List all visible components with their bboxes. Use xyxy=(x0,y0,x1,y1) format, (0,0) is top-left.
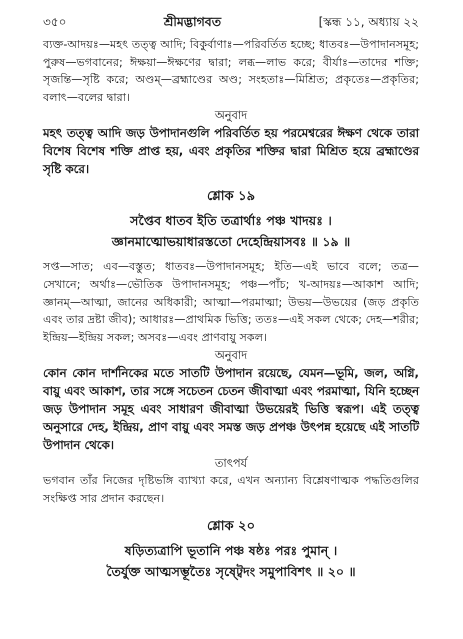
translation-heading-1: অনুবাদ xyxy=(214,108,248,123)
page-header xyxy=(43,14,419,36)
verse-20-line-2: তৈর্যুক্ত আত্মসম্ভূতৈঃ সৃষ্ট্বেদং সমুপাবিশৎ ॥ ২০ ॥ xyxy=(106,563,356,579)
translation-text-1: মহৎ তত্ত্ব আদি জড় উপাদানগুলি পরিবর্তিত হয় পরমেশ্বরের ঈক্ষণ থেকে তারা বিশেষ বিশেষ শক্তি প্রাপ্ত হয়, এবং প্রকৃতির শক্তির দ্বারা মিশ্রিত হয়ে ব্রহ্মাণ্ডের সৃষ্টি করে। xyxy=(43,126,419,177)
verse-20-heading: শ্লোক ২০ xyxy=(206,518,256,534)
synonyms-block-2: সপ্ত—সাত; এব—বস্তুত; ধাতবঃ—উপাদানসমূহ; ইতি—এই ভাবে বলে; তত্র—সেখানে; অর্থাঃ—ভৌতিক উপাদানসমূহ; পঞ্চ—পাঁচ; খ-আদয়ঃ—আকাশ আদি; জ্ঞানম্—আত্মা, জানের অধিকারী; আত্মা—পরমাত্মা; উভয়—উভয়ের (জড় প্রকৃতি এবং তার দ্রষ্টা জীব); আধারঃ—প্রাথমিক ভিত্তি; ততঃ—এই সকল থেকে; দেহ—শরীর; ইন্দ্রিয়—ইন্দ্রিয় সকল; অসবঃ—এবং প্রাণবায়ু সকল। xyxy=(43,260,419,344)
translation-heading-2: অনুবাদ xyxy=(214,348,248,363)
verse-20-line-1: ষড়িত্যত্রাপি ভূতানি পঞ্চ ষষ্ঠঃ পরঃ পুমান্ । xyxy=(124,542,338,558)
verse-19-line-1: সপ্তৈব ধাতব ইতি তত্রার্থাঃ পঞ্চ খাদয়ঃ । xyxy=(130,213,332,229)
verse-19-heading: শ্লোক ১৯ xyxy=(206,189,256,205)
chapter-reference: [স্কন্ধ ১১, অধ্যায় ২২ xyxy=(318,15,419,29)
verse-19-line-2: জ্ঞানমাত্মোভয়াধারস্ততো দেহেন্দ্রিয়াসবঃ ॥ ১৯ ॥ xyxy=(111,234,351,250)
purport-text: ভগবান তাঁর নিজের দৃষ্টিভঙ্গি ব্যাখ্যা করে, এখন অন্যান্য বিশ্লেষণাত্মক পদ্ধতিগুলির সংক্ষিপ্ত সার প্রদান করছেন। xyxy=(43,474,419,505)
translation-text-2: কোন কোন দার্শনিকের মতে সাতটি উপাদান রয়েছে, যেমন—ভূমি, জল, অগ্নি, বায়ু এবং আকাশ, তার সঙ্গে সচেতন চেতন জীবাত্মা এবং পরমাত্মা, যিনি হচ্ছেন জড় উপাদান সমূহ এবং সাধারণ জীবাত্মা উভয়েরই ভিত্তি স্বরূপ। এই তত্ত্ব অনুসারে দেহ, ইন্দ্রিয়, প্রাণ বায়ু এবং সমস্ত জড় প্রপঞ্চ উৎপন্ন হয়েছে এই সাতটি উপাদান থেকে। xyxy=(43,366,419,453)
book-title: শ্রীমদ্ভাগবত xyxy=(163,14,222,29)
purport-heading: তাৎপর্য xyxy=(214,456,248,471)
page-number: ৩৫০ xyxy=(43,15,67,29)
synonyms-block-1: ব্যক্ত-আদয়ঃ—মহৎ তত্ত্ব আদি; বিকুর্বাণাঃ—পরিবর্তিত হচ্ছে; ধাতবঃ—উপাদানসমূহ; পুরুষ—ভগবানের; ঈক্ষয়া—ঈক্ষণের দ্বারা; লব্ধ—লাভ করে; বীর্যাঃ—তাদের শক্তি; সৃজন্তি—সৃষ্টি করে; অণ্ডম্—ব্রহ্মাণ্ডের অণ্ড; সংহতাঃ—মিশ্রিত; প্রকৃতেঃ—প্রকৃতির; বলাৎ—বলের দ্বারা। xyxy=(43,38,419,104)
